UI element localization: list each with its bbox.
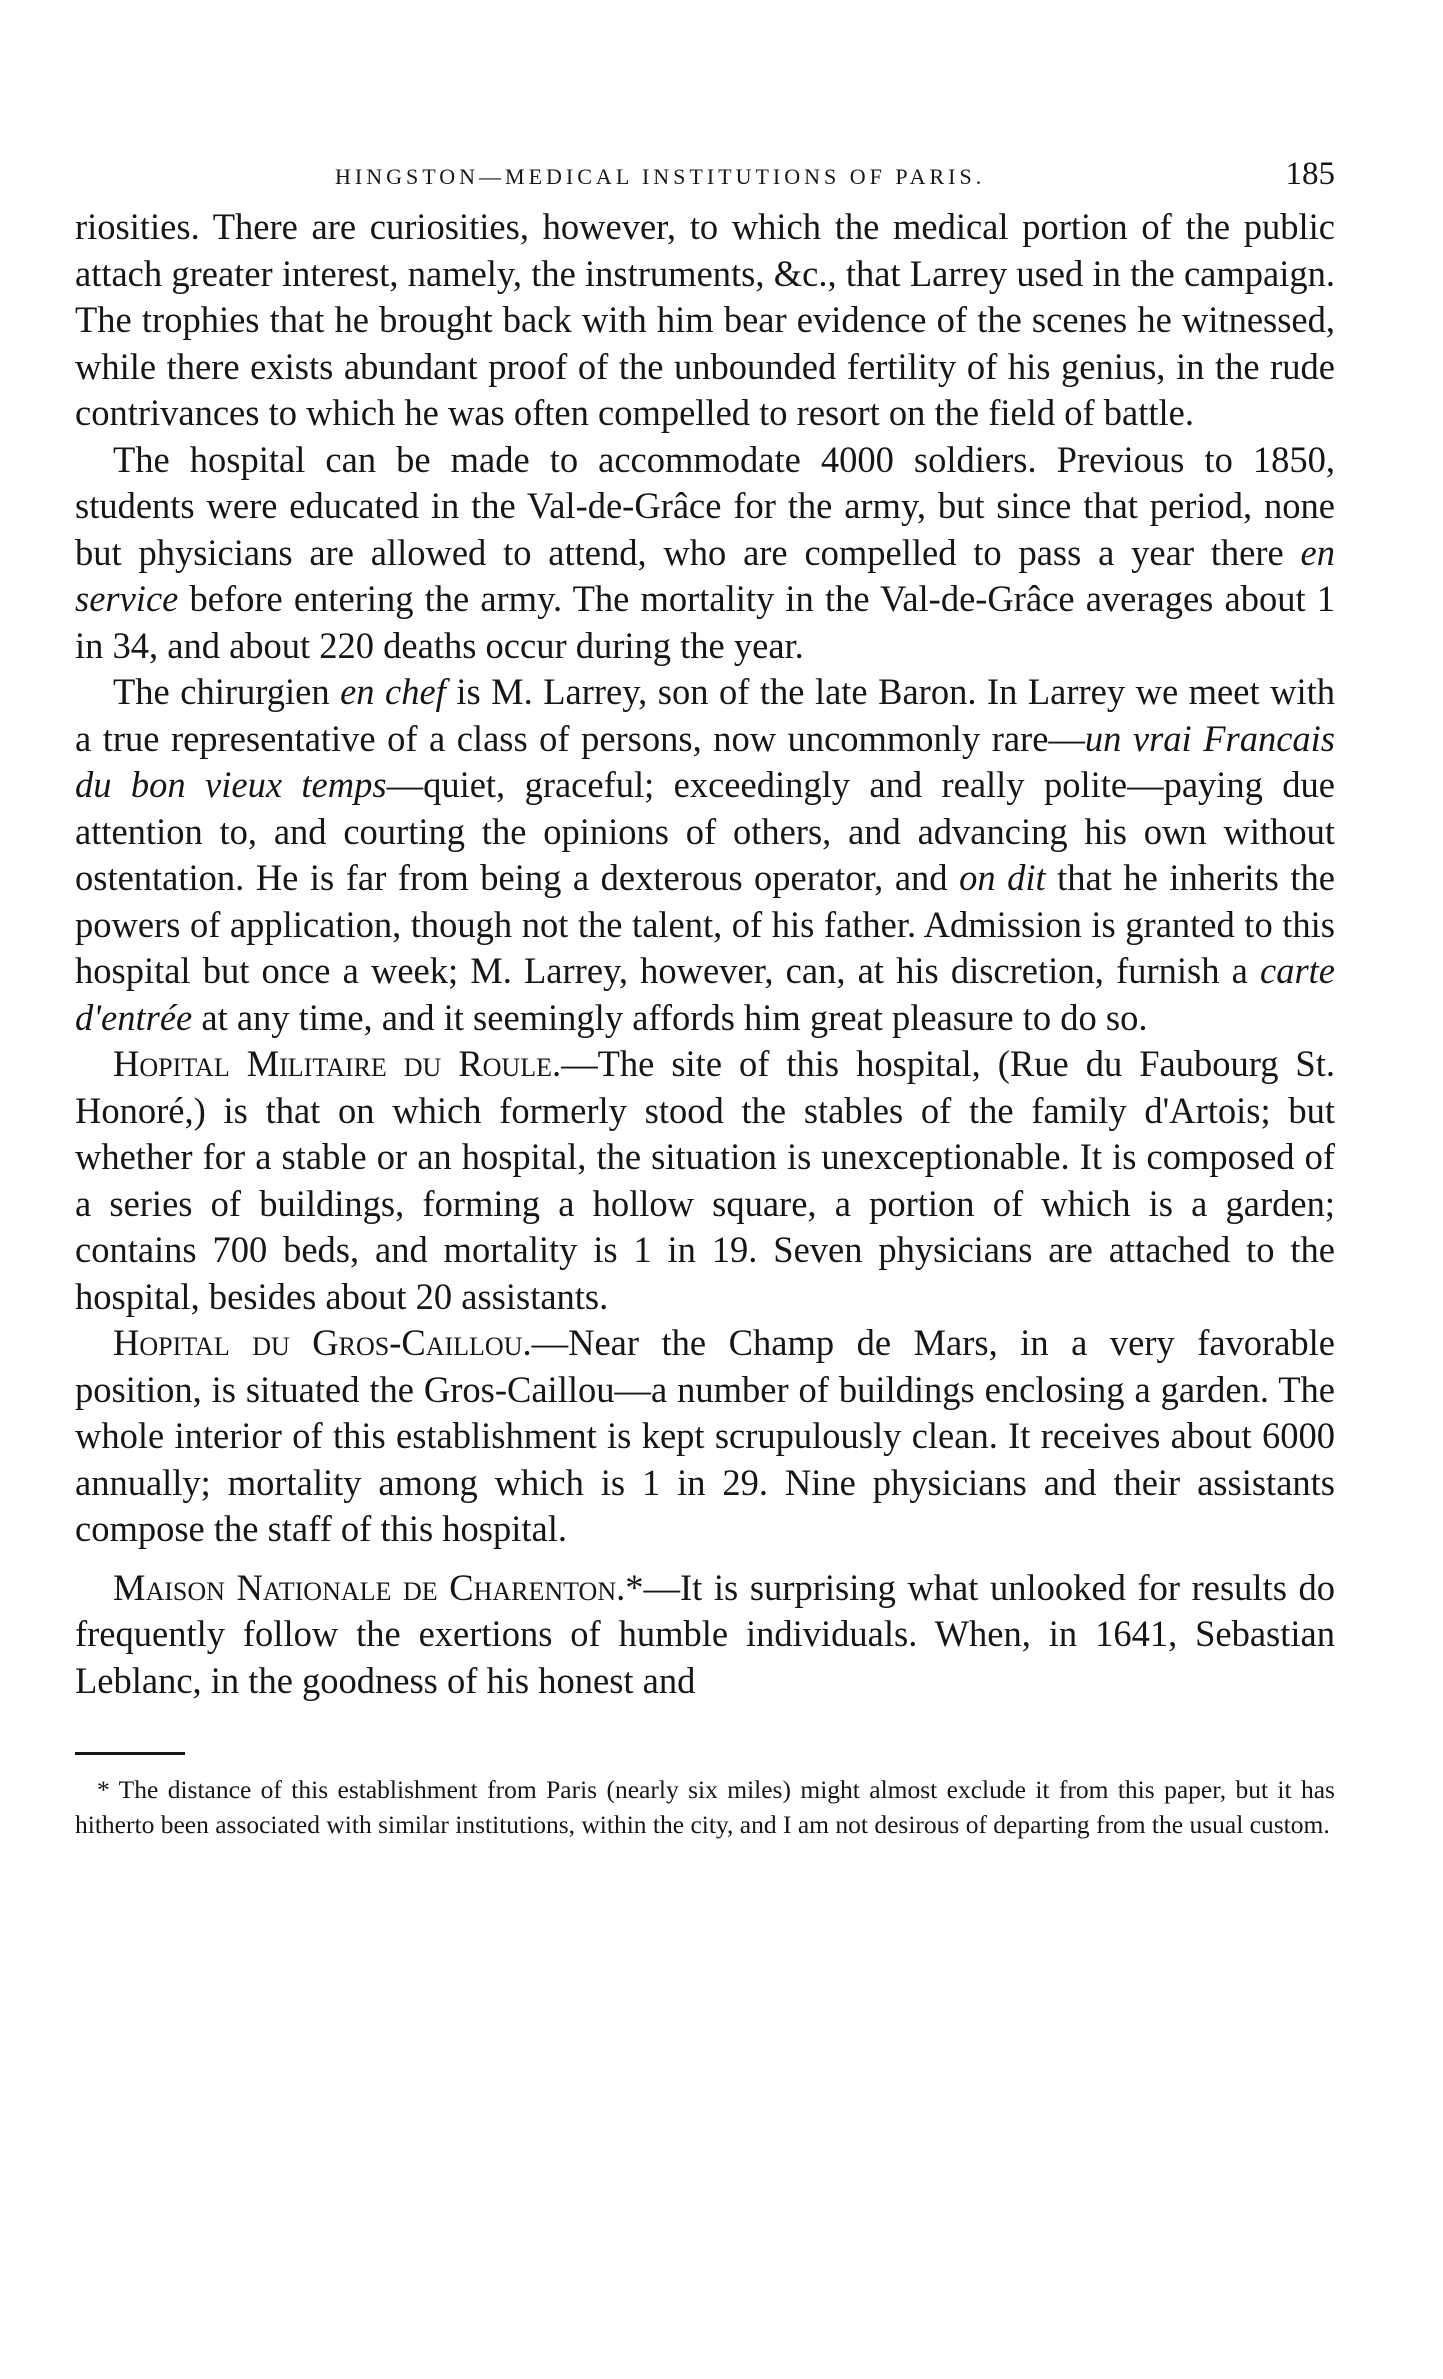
section-heading-roule: Hopital Militaire du Roule. — [113, 1043, 562, 1084]
paragraph-4 — [75, 1041, 1335, 1320]
paragraph-4-text: —The site of this hospital, (Rue du Faubourg St. Honoré,) is that on which formerly stood the stables of the family d'Artois; but whether for a stable or an hospital, the situation is unexceptionable. It is composed of a series of buildings, forming a hollow square, a portion of which is a garden; contains 700 beds, and mortality is 1 in 19. Seven physicians are attached to the hospital, besides about 20 assistants. — [75, 1043, 1335, 1317]
paragraph-6 — [75, 1565, 1335, 1705]
paragraph-5 — [75, 1320, 1335, 1553]
paragraph-5-text: —Near the Champ de Mars, in a very favorable position, is situated the Gros-Caillou—a number of buildings enclosing a garden. The whole interior of this establishment is kept scrupulously clean. It receives about 6000 annually; mortality among which is 1 in 29. Nine physicians and their assistants compose the staff of this hospital. — [75, 1322, 1336, 1549]
paragraph-3-text-e: at any time, and it seemingly affords him great pleasure to do so. — [192, 996, 1148, 1038]
paragraph-2-italic-en-service: en service — [75, 531, 1335, 619]
paragraph-3-italic-on-dit: on dit — [959, 857, 1046, 898]
paragraph-3-italic-phrase: un vrai Francais du bon vieux temps — [75, 717, 1335, 805]
section-heading-gros-caillou: Hopital du Gros-Caillou. — [113, 1322, 532, 1363]
paragraph-3-text-c: —quiet, graceful; exceedingly and really polite—paying due attention to, and courting the opinions of others, and advancing his own without ostentation. He is far from being a dexterous operator, and — [75, 764, 1335, 898]
running-title: HINGSTON—MEDICAL INSTITUTIONS OF PARIS. — [335, 164, 986, 189]
paragraph-3-text-d: that he inherits the powers of application, though not the talent, of his father. Admission is granted to this hospital but once a week; M. Larrey, however, can, at his discretion, furnish a — [75, 857, 1335, 991]
paragraph-3 — [75, 669, 1335, 1041]
paragraph-6-text: *—It is surprising what unlooked for results do frequently follow the exertions of humble individuals. When, in 1641, Sebastian Leblanc, in the goodness of his honest and — [75, 1566, 1335, 1701]
paragraph-3-text-a: The chirurgien — [113, 671, 341, 712]
paragraph-2 — [75, 437, 1335, 670]
body-text — [75, 204, 1335, 1704]
footnote: * The distance of this establishment from Paris (nearly six miles) might almost exclude it from this paper, but it has hitherto been associated with similar institutions, within the city, and I am not desirous of departing from the usual custom. — [75, 1775, 1335, 1839]
footnote-rule — [75, 1752, 185, 1755]
paragraph-3-italic-carte: carte d'entrée — [75, 950, 1335, 1038]
paragraph-3-text-b: is M. Larrey, son of the late Baron. In Larrey we meet with a true representative of a class of persons, now uncommonly rare— — [75, 671, 1335, 759]
running-header — [75, 150, 1335, 200]
page-number: 185 — [1285, 156, 1335, 192]
paragraph-1-text: riosities. There are curiosities, however, to which the medical portion of the public attach greater interest, namely, the instruments, &c., that Larrey used in the campaign. The trophies that he brought back with him bear evidence of the scenes he witnessed, while there exists abundant proof of the unbounded fertility of his genius, in the rude contrivances to which he was often compelled to resort on the field of battle. — [75, 206, 1335, 433]
paragraph-1 — [75, 204, 1335, 437]
section-heading-charenton: Maison Nationale de Charenton. — [113, 1566, 626, 1608]
book-page — [75, 150, 1335, 1842]
paragraph-2-text-b: before entering the army. The mortality in the Val-de-Grâce averages about 1 in 34, and about 220 deaths occur during the year. — [75, 578, 1335, 666]
paragraph-2-text-a: The hospital can be made to accommodate 4000 soldiers. Previous to 1850, students were educated in the Val-de-Grâce for the army, but since that period, none but physicians are allowed to attend, who are compelled to pass a year there — [75, 438, 1335, 573]
paragraph-3-italic-en-chef: en chef — [340, 671, 446, 712]
